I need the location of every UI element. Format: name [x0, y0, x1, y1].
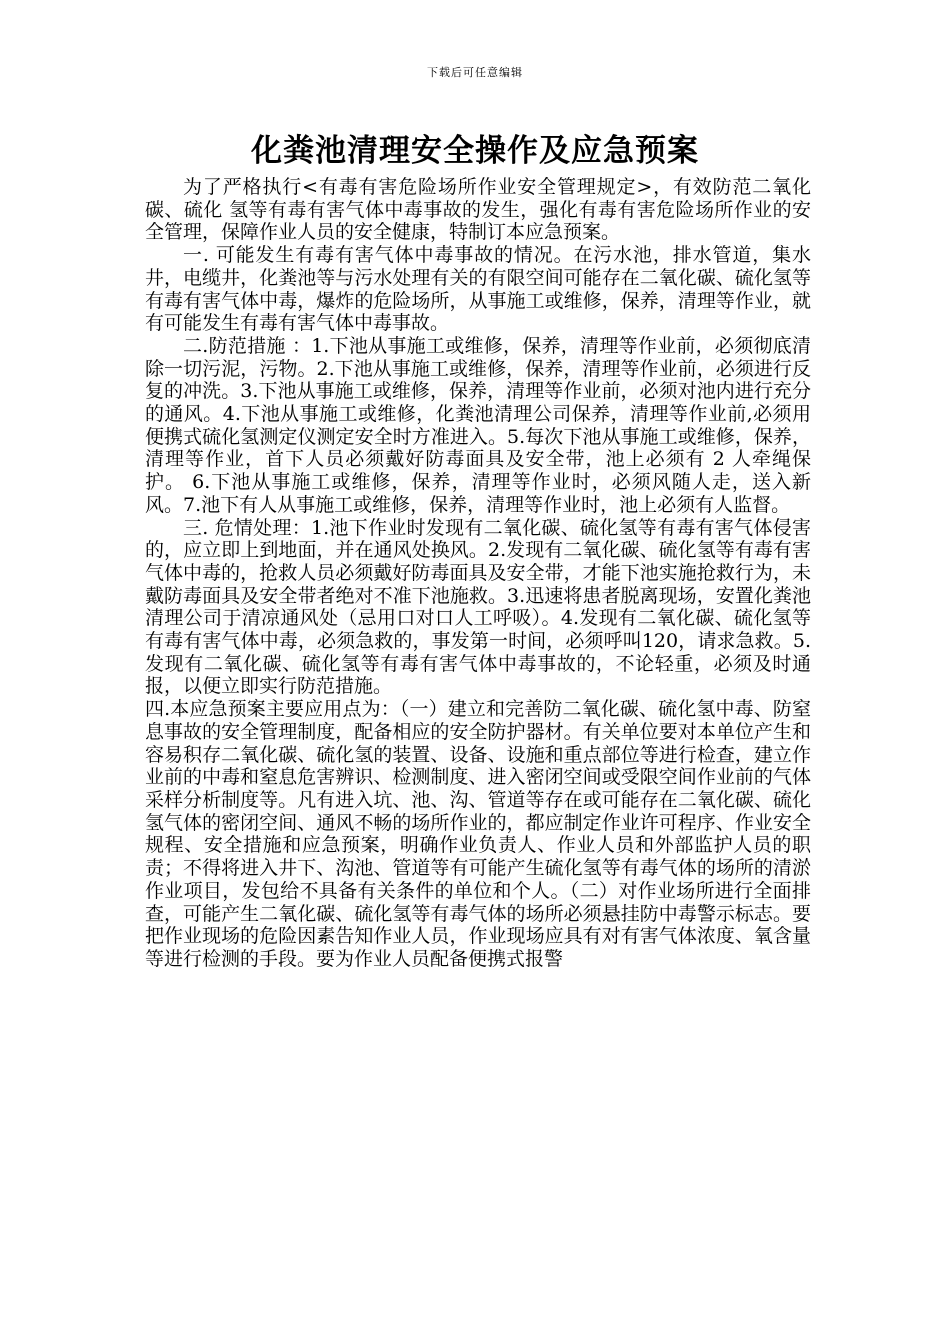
- paragraph-intro: 为了严格执行<有毒有害危险场所作业安全管理规定>，有效防范二氧化碳、硫化 氢等有毒有害气体中毒事故的发生，强化有毒有害危险场所作业的安全管理，保障作业人员的安全健康，特制订本应急预案。: [145, 176, 811, 244]
- document-body: [145, 176, 811, 971]
- document-title: 化粪池清理安全操作及应急预案: [251, 133, 699, 169]
- paragraph-section-1: 一. 可能发生有毒有害气体中毒事故的情况。在污水池，排水管道，集水井，电缆井，化粪池等与污水处理有关的有限空间可能存在二氧化碳、硫化氢等有毒有害气体中毒，爆炸的危险场所，从事施工或维修，保养，清理等作业，就有可能发生有毒有害气体中毒事故。: [145, 244, 811, 335]
- paragraph-section-2: 二.防范措施 ：1.下池从事施工或维修，保养，清理等作业前，必须彻底清除一切污泥，污物。2.下池从事施工或维修，保养，清理等作业前，必须进行反复的冲洗。3.下池从事施工或维修，保养，清理等作业前，必须对池内进行充分的通风。4.下池从事施工或维修，化粪池清理公司保养，清理等作业前,必须用便携式硫化氢测定仪测定安全时方准进入。5.每次下池从事施工或维修，保养，清理等作业，首下人员必须戴好防毒面具及安全带，池上必须有 2 人牵绳保护。 6.下池从事施工或维修，保养，清理等作业时，必须风随人走，送入新风。7.池下有人从事施工或维修，保养，清理等作业时，池上必须有人监督。: [145, 334, 811, 516]
- header-note: 下载后可任意编辑: [427, 66, 523, 79]
- paragraph-section-3: 三. 危情处理：1.池下作业时发现有二氧化碳、硫化氢等有毒有害气体侵害的，应立即上到地面，并在通风处换风。2.发现有二氧化碳、硫化氢等有毒有害气体中毒的，抢救人员必须戴好防毒面具及安全带，才能下池实施抢救行为，未戴防毒面具及安全带者绝对不准下池施救。3.迅速将患者脱离现场，安置化粪池清理公司于清凉通风处（忌用口对口人工呼吸）。4.发现有二氧化碳、硫化氢等有毒有害气体中毒，必须急救的，事发第一时间，必须呼叫120，请求急救。5.发现有二氧化碳、硫化氢等有毒有害气体中毒事故的，不论轻重，必须及时通报，以便立即实行防范措施。: [145, 516, 811, 698]
- paragraph-section-4: 四.本应急预案主要应用点为：（一）建立和完善防二氧化碳、硫化氢中毒、防窒息事故的安全管理制度，配备相应的安全防护器材。有关单位要对本单位产生和容易积存二氧化碳、硫化氢的装置、设备、设施和重点部位等进行检查，建立作业前的中毒和窒息危害辨识、检测制度、进入密闭空间或受限空间作业前的气体采样分析制度等。凡有进入坑、池、沟、管道等存在或可能存在二氧化碳、硫化氢气体的密闭空间、通风不畅的场所作业的，都应制定作业许可程序、作业安全规程、安全措施和应急预案，明确作业负责人、作业人员和外部监护人员的职责；不得将进入井下、沟池、管道等有可能产生硫化氢等有毒气体的场所的清淤作业项目，发包给不具备有关条件的单位和个人。（二）对作业场所进行全面排查，可能产生二氧化碳、硫化氢等有毒气体的场所必须悬挂防中毒警示标志。要把作业现场的危险因素告知作业人员，作业现场应具有对有害气体浓度、氧含量等进行检测的手段。要为作业人员配备便携式报警: [145, 698, 811, 970]
